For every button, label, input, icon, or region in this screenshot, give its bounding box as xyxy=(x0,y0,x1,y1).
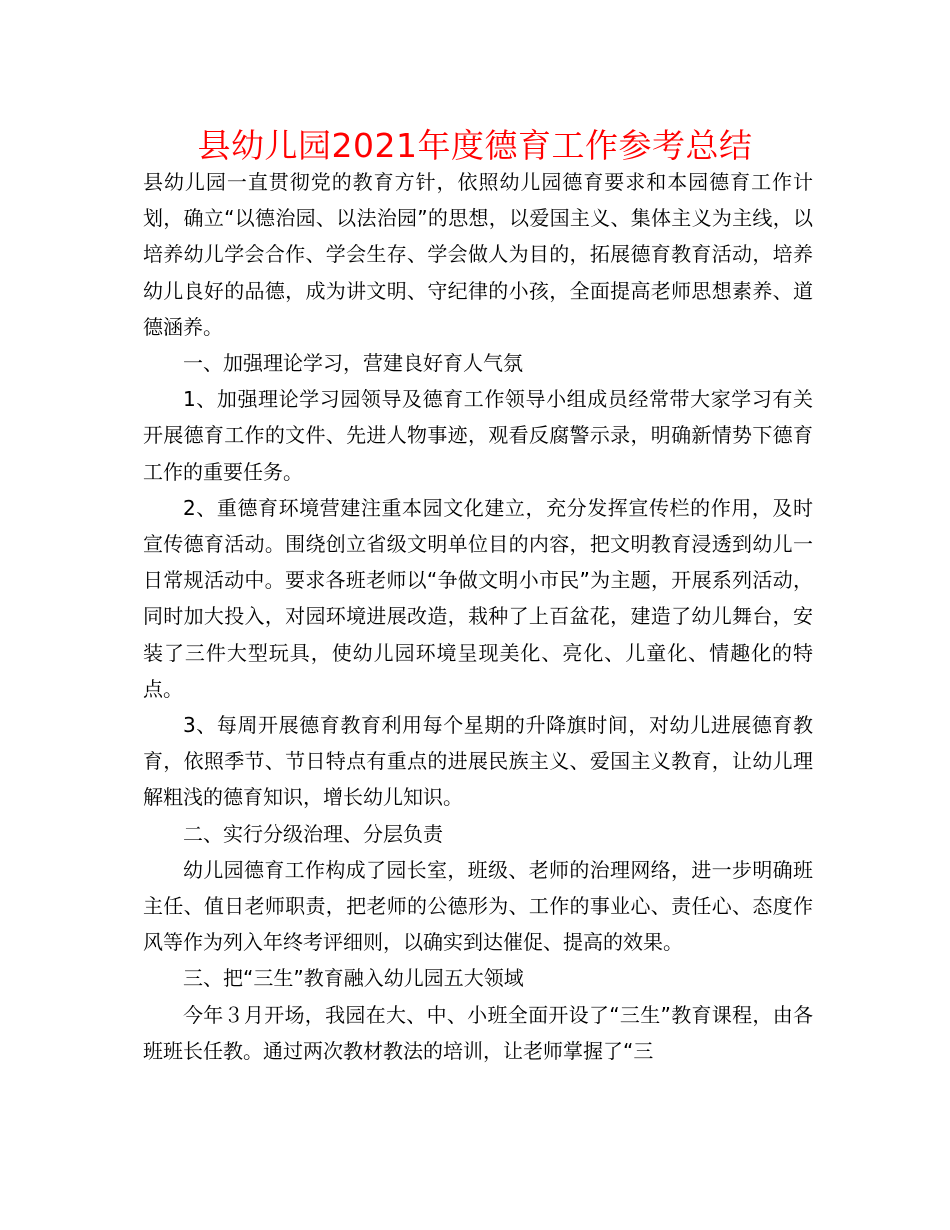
section-heading-3: 三、把“三生”教育融入幼儿园五大领域 xyxy=(183,966,524,991)
intro-paragraph: 县幼儿园一直贯彻党的教育方针，依照幼儿园德育要求和本园德育工作计划，确立“以德治园、以法治园”的思想，以爱国主义、集体主义为主线，以培养幼儿学会合作、学会生存、学会做人为目的，拓展德育教育活动，培养幼儿良好的品德，成为讲文明、守纪律的小孩，全面提高老师思想素养、道德涵养。 xyxy=(143,170,813,339)
paragraph-item-2: 2、重德育环境营建注重本园文化建立，充分发挥宣传栏的作用，及时宣传德育活动。围绕创立省级文明单位目的内容，把文明教育浸透到幼儿一日常规活动中。要求各班老师以“争做文明小市民”为主题，开展系列活动，同时加大投入，对园环境进展改造，栽种了上百盆花，建造了幼儿舞台，安装了三件大型玩具，使幼儿园环境呈现美化、亮化、儿童化、情趣化的特点。 xyxy=(143,495,813,701)
paragraph-item-1: 1、加强理论学习园领导及德育工作领导小组成员经常带大家学习有关开展德育工作的文件、先进人物事迹，观看反腐警示录，明确新情势下德育工作的重要任务。 xyxy=(143,387,813,484)
paragraph-management: 幼儿园德育工作构成了园长室，班级、老师的治理网络，进一步明确班主任、值日老师职责，把老师的公德形为、工作的事业心、责任心、态度作风等作为列入年终考评细则，以确实到达催促、提高的效果。 xyxy=(143,857,813,955)
document-title: 县幼儿园2021年度德育工作参考总结 xyxy=(197,126,753,165)
section-heading-2: 二、实行分级治理、分层负责 xyxy=(183,821,443,846)
document-body xyxy=(143,164,813,1069)
paragraph-item-3: 3、每周开展德育教育利用每个星期的升降旗时间，对幼儿进展德育教育，依照季节、节日特点有重点的进展民族主义、爱国主义教育，让幼儿理解粗浅的德育知识，增长幼儿知识。 xyxy=(143,713,813,810)
section-heading-1: 一、加强理论学习，营建良好育人气氛 xyxy=(183,351,523,376)
paragraph-three-life: 今年３月开场，我园在大、中、小班全面开设了“三生”教育课程，由各班班长任教。通过两次教材教法的培训，让老师掌握了“三 xyxy=(143,1002,813,1063)
